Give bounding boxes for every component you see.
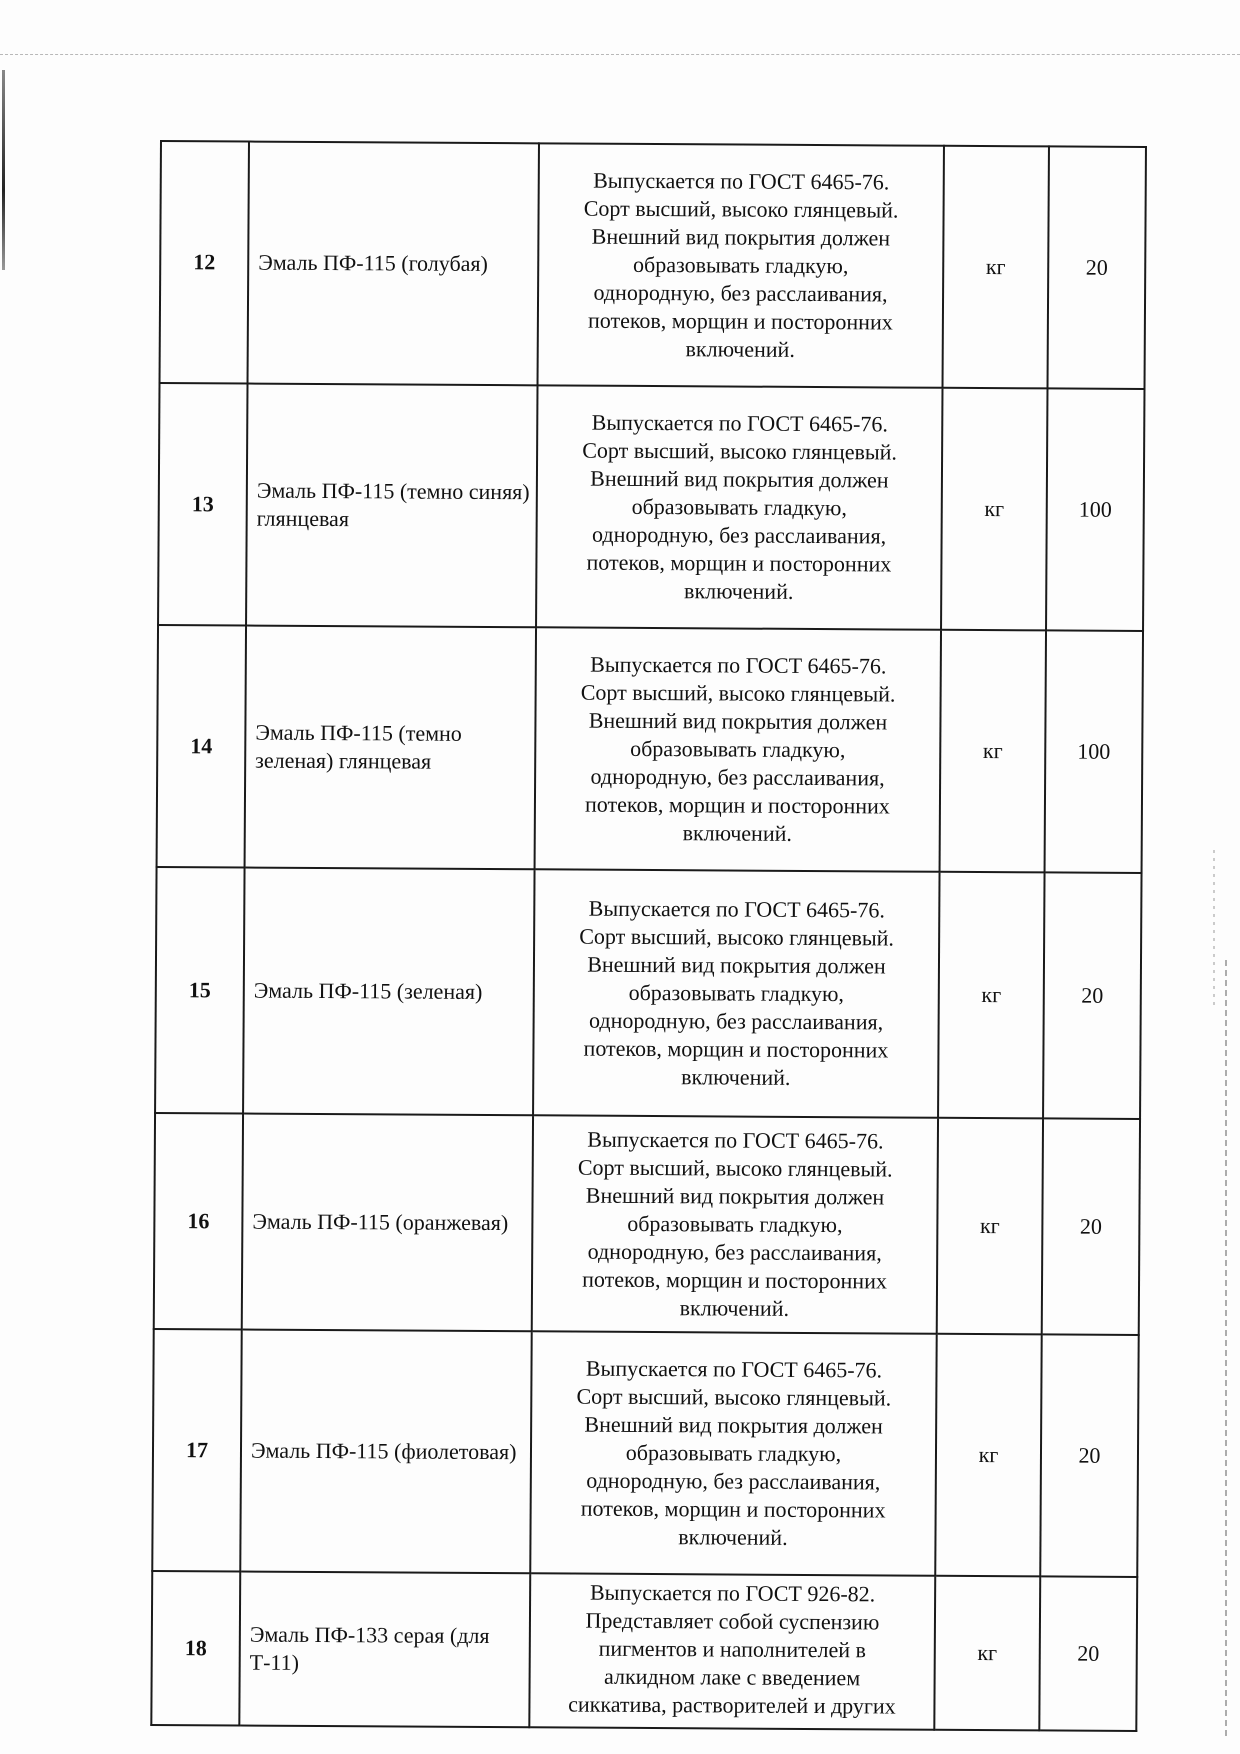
item-name: Эмаль ПФ-115 (оранжевая) (242, 1114, 533, 1332)
description-line: однородную, без расслаивания, (586, 1467, 881, 1495)
description-line: Выпускается по ГОСТ 926-82. (589, 1579, 876, 1607)
description-line: образовывать гладкую, (633, 251, 849, 279)
description-line: Выпускается по ГОСТ 6465-76. (588, 895, 885, 923)
description-line: алкидном лаке с введением (604, 1663, 861, 1691)
item-description (538, 143, 944, 387)
description-line: Выпускается по ГОСТ 6465-76. (593, 167, 890, 195)
quantity: 100 (1045, 630, 1143, 873)
quantity: 100 (1046, 388, 1144, 631)
description-line: Внешний вид покрытия должен (588, 707, 888, 735)
description-line: потеков, морщин и посторонних (586, 549, 892, 577)
item-name: Эмаль ПФ-133 серая (для Т-11) (239, 1572, 530, 1728)
description-line: образовывать гладкую, (627, 1210, 843, 1238)
scan-artifact-left (2, 70, 5, 270)
description-line: Внешний вид покрытия должен (590, 465, 889, 493)
table-row (157, 625, 1143, 873)
description-line: потеков, морщин и посторонних (580, 1495, 886, 1523)
description-line: Выпускается по ГОСТ 6465-76. (587, 1126, 884, 1154)
item-description (532, 1115, 938, 1333)
scan-artifact-top (0, 54, 1240, 56)
table-row (160, 141, 1146, 389)
scan-artifact-right (1225, 960, 1227, 1740)
description-line: Выпускается по ГОСТ 6465-76. (590, 651, 887, 679)
description-line: Сорт высший, высоко глянцевый. (576, 1383, 892, 1411)
item-description (535, 627, 941, 871)
table-row (154, 1113, 1140, 1335)
description-line: пигментов и наполнителей в (598, 1635, 866, 1663)
row-number: 14 (157, 625, 246, 868)
quantity: 20 (1039, 1576, 1137, 1731)
table-row (155, 867, 1141, 1119)
item-description (536, 385, 942, 629)
row-number: 15 (155, 867, 245, 1114)
row-number: 13 (158, 383, 247, 626)
description-line: образовывать гладкую, (625, 1439, 842, 1467)
description-line: Сорт высший, высоко глянцевый. (580, 679, 896, 707)
description-line: однородную, без расслаивания, (590, 763, 885, 791)
item-description (530, 1331, 936, 1575)
unit-of-measure: кг (938, 872, 1045, 1119)
description-line: Сорт высший, высоко глянцевый. (577, 1154, 893, 1182)
item-name: Эмаль ПФ-115 (зеленая) (243, 868, 534, 1116)
scan-artifact-right-secondary (1213, 850, 1215, 1010)
unit-of-measure: кг (935, 1334, 1041, 1577)
row-number: 17 (152, 1329, 241, 1572)
unit-of-measure: кг (937, 1118, 1043, 1335)
description-line: однородную, без расслаивания, (587, 1238, 882, 1266)
description-line: потеков, морщин и посторонних (582, 1266, 887, 1294)
row-number: 12 (160, 141, 249, 384)
description-line: образовывать гладкую, (630, 735, 846, 763)
unit-of-measure: кг (941, 388, 1047, 631)
unit-of-measure: кг (943, 146, 1049, 389)
description-line: Внешний вид покрытия должен (585, 1182, 885, 1210)
table-row (158, 383, 1144, 631)
description-line: потеков, морщин и посторонних (583, 1035, 889, 1063)
item-name: Эмаль ПФ-115 (голубая) (248, 142, 539, 386)
row-number: 18 (151, 1571, 240, 1726)
description-line: потеков, морщин и посторонних (587, 307, 893, 335)
quantity: 20 (1042, 1118, 1140, 1335)
description-line: Выпускается по ГОСТ 6465-76. (591, 409, 888, 437)
description-line: включений. (684, 578, 794, 604)
quantity: 20 (1043, 872, 1142, 1119)
item-name: Эмаль ПФ-115 (темно синяя) глянцевая (246, 384, 537, 628)
description-line: Сорт высший, высоко глянцевый. (582, 437, 898, 465)
description-line: Сорт высший, высоко глянцевый. (583, 195, 899, 223)
description-line: однородную, без расслаивания, (593, 279, 888, 307)
item-description (533, 869, 939, 1117)
description-line: включений. (685, 336, 795, 362)
description-line: сиккатива, растворителей и других (568, 1691, 896, 1719)
description-line: образовывать гладкую, (628, 979, 845, 1007)
table-row (152, 1329, 1138, 1577)
quantity: 20 (1047, 146, 1145, 389)
description-line: однородную, без расслаивания, (589, 1007, 884, 1035)
description-line: Сорт высший, высоко глянцевый. (579, 923, 895, 951)
item-name: Эмаль ПФ-115 (темно зеленая) глянцевая (245, 626, 536, 870)
unit-of-measure: кг (934, 1576, 1040, 1731)
description-line: однородную, без расслаивания, (591, 521, 887, 549)
item-name: Эмаль ПФ-115 (фиолетовая) (240, 1330, 531, 1574)
item-description (529, 1573, 935, 1729)
description-line: образовывать гладкую, (631, 493, 847, 521)
quantity: 20 (1040, 1334, 1138, 1577)
description-line: Выпускается по ГОСТ 6465-76. (585, 1355, 883, 1383)
row-number: 16 (154, 1113, 243, 1330)
description-line: Внешний вид покрытия должен (587, 951, 886, 979)
description-line: включений. (678, 1524, 788, 1550)
description-line: включений. (682, 820, 793, 846)
description-line: включений. (681, 1064, 791, 1090)
description-line: включений. (679, 1295, 790, 1321)
table-row (151, 1571, 1137, 1731)
unit-of-measure: кг (940, 630, 1046, 873)
materials-table (150, 140, 1147, 1732)
description-line: потеков, морщин и посторонних (584, 791, 890, 819)
description-line: Представляет собой суспензию (585, 1607, 880, 1635)
description-line: Внешний вид покрытия должен (584, 1411, 883, 1439)
description-line: Внешний вид покрытия должен (591, 223, 891, 251)
